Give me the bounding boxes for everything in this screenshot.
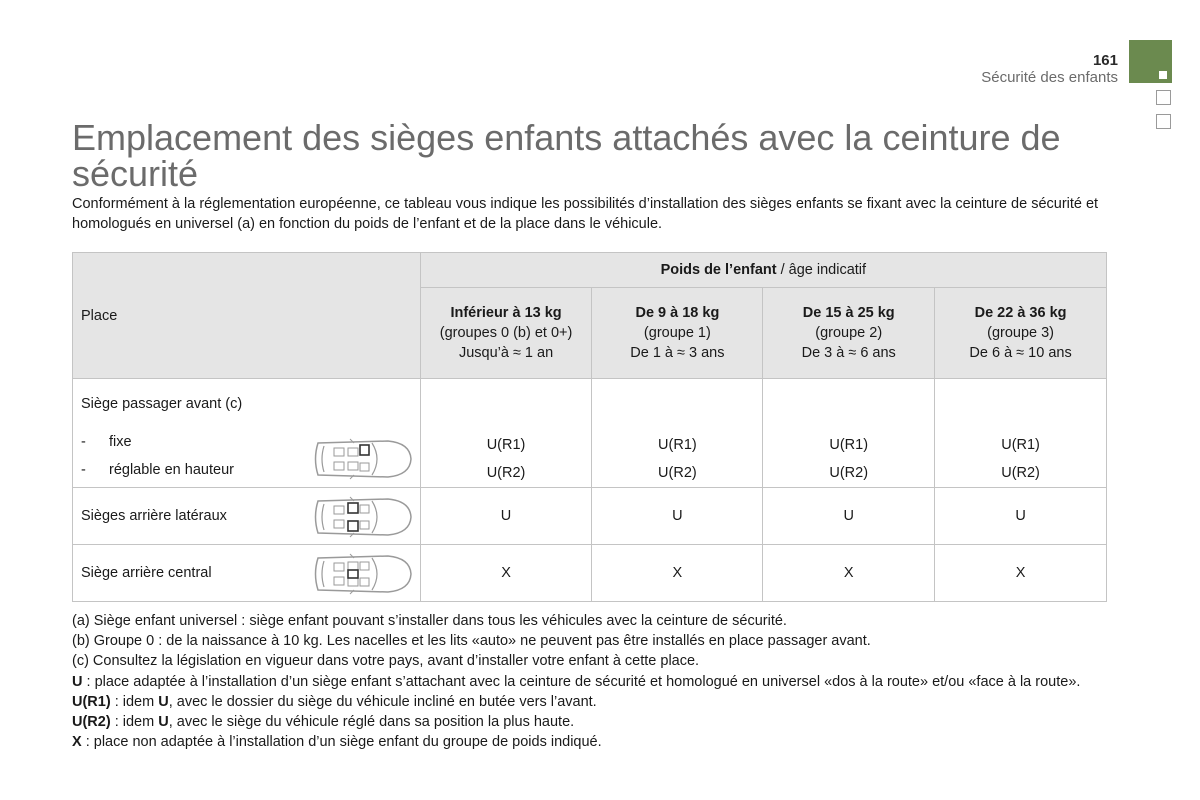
place-label: Siège passager avant (c) bbox=[81, 396, 243, 412]
footnote-c: (c) Consultez la législation en vigueur dans votre pays, avant d’installer votre enfant à cette place. bbox=[72, 653, 700, 670]
group-header: De 22 à 36 kg (groupe 3) De 6 à ≈ 10 ans bbox=[935, 288, 1107, 379]
child-seat-table bbox=[72, 252, 1107, 602]
legend-x: X : place non adaptée à l’installation d’un siège enfant du groupe de poids indiqué. bbox=[72, 734, 602, 751]
group-header: De 9 à 18 kg (groupe 1) De 1 à ≈ 3 ans bbox=[592, 288, 763, 379]
legend-u: U : place adaptée à l’installation d’un siège enfant s’attachant avec la ceinture de sécurité et homologué en universel «dos à la route» et/ou «face à la route». bbox=[72, 673, 1081, 690]
footnote-b: (b) Groupe 0 : de la naissance à 10 kg. Les nacelles et les lits «auto» ne peuvent pas être installés en place passager avant. bbox=[72, 633, 871, 650]
page-title: Emplacement des sièges enfants attachés avec la ceinture de sécurité bbox=[72, 117, 1061, 194]
table-cell: X bbox=[763, 545, 935, 602]
place-label: Sièges arrière latéraux bbox=[81, 508, 227, 524]
place-cell bbox=[73, 488, 421, 545]
place-header: Place bbox=[73, 253, 421, 379]
table-cell: U(R1) U(R2) bbox=[420, 379, 592, 488]
weight-header-rest: / âge indicatif bbox=[776, 262, 867, 278]
weight-header-bold: Poids de l’enfant bbox=[660, 262, 777, 278]
place-sublabel: fixe bbox=[109, 434, 132, 450]
intro-paragraph: Conformément à la réglementation européenne, ce tableau vous indique les possibilités d’installation des sièges enfants se fixant avec la ceinture de sécurité et homologués en universel (a) en fonction du poids de l’enfant et de la place dans le véhicule. bbox=[72, 196, 1099, 232]
car-rear-center-seat-icon bbox=[310, 550, 414, 598]
table-cell: U bbox=[592, 488, 763, 545]
table-row bbox=[73, 545, 1107, 602]
table-cell: U bbox=[763, 488, 935, 545]
section-tab-active bbox=[1129, 40, 1172, 83]
page-number: 161 bbox=[1092, 52, 1118, 69]
table-cell: U(R1) U(R2) bbox=[592, 379, 763, 488]
weight-header bbox=[420, 253, 1106, 288]
table-row bbox=[73, 379, 1107, 488]
table-cell: X bbox=[935, 545, 1107, 602]
table-cell: X bbox=[420, 545, 592, 602]
legend-ur2: U(R2) : idem U, avec le siège du véhicule réglé dans sa position la plus haute. bbox=[72, 714, 575, 731]
table-cell: X bbox=[592, 545, 763, 602]
place-sublabel: réglable en hauteur bbox=[109, 462, 234, 478]
table-cell: U bbox=[420, 488, 592, 545]
table-cell: U(R1) U(R2) bbox=[763, 379, 935, 488]
legend-ur1: U(R1) : idem U, avec le dossier du siège du véhicule incliné en butée vers l’avant. bbox=[72, 693, 597, 710]
table-row bbox=[73, 488, 1107, 545]
group-header: De 15 à 25 kg (groupe 2) De 3 à ≈ 6 ans bbox=[763, 288, 935, 379]
car-rear-side-seats-icon bbox=[310, 493, 414, 541]
footnote-a: (a) Siège enfant universel : siège enfant pouvant s’installer dans tous les véhicules avec la ceinture de sécurité. bbox=[72, 613, 787, 629]
place-cell bbox=[73, 545, 421, 602]
section-tab bbox=[1156, 114, 1171, 129]
table-cell: U(R1) U(R2) bbox=[935, 379, 1107, 488]
footnotes bbox=[72, 611, 1132, 752]
place-label: Siège arrière central bbox=[81, 565, 212, 581]
group-header: Inférieur à 13 kg (groupes 0 (b) et 0+) Jusqu’à ≈ 1 an bbox=[420, 288, 592, 379]
section-title: Sécurité des enfants bbox=[981, 69, 1118, 86]
place-cell: Siège passager avant (c) - fixe - réglable en hauteur bbox=[73, 379, 421, 488]
section-tab bbox=[1156, 90, 1171, 105]
table-cell: U bbox=[935, 488, 1107, 545]
car-front-seat-icon bbox=[310, 435, 414, 483]
